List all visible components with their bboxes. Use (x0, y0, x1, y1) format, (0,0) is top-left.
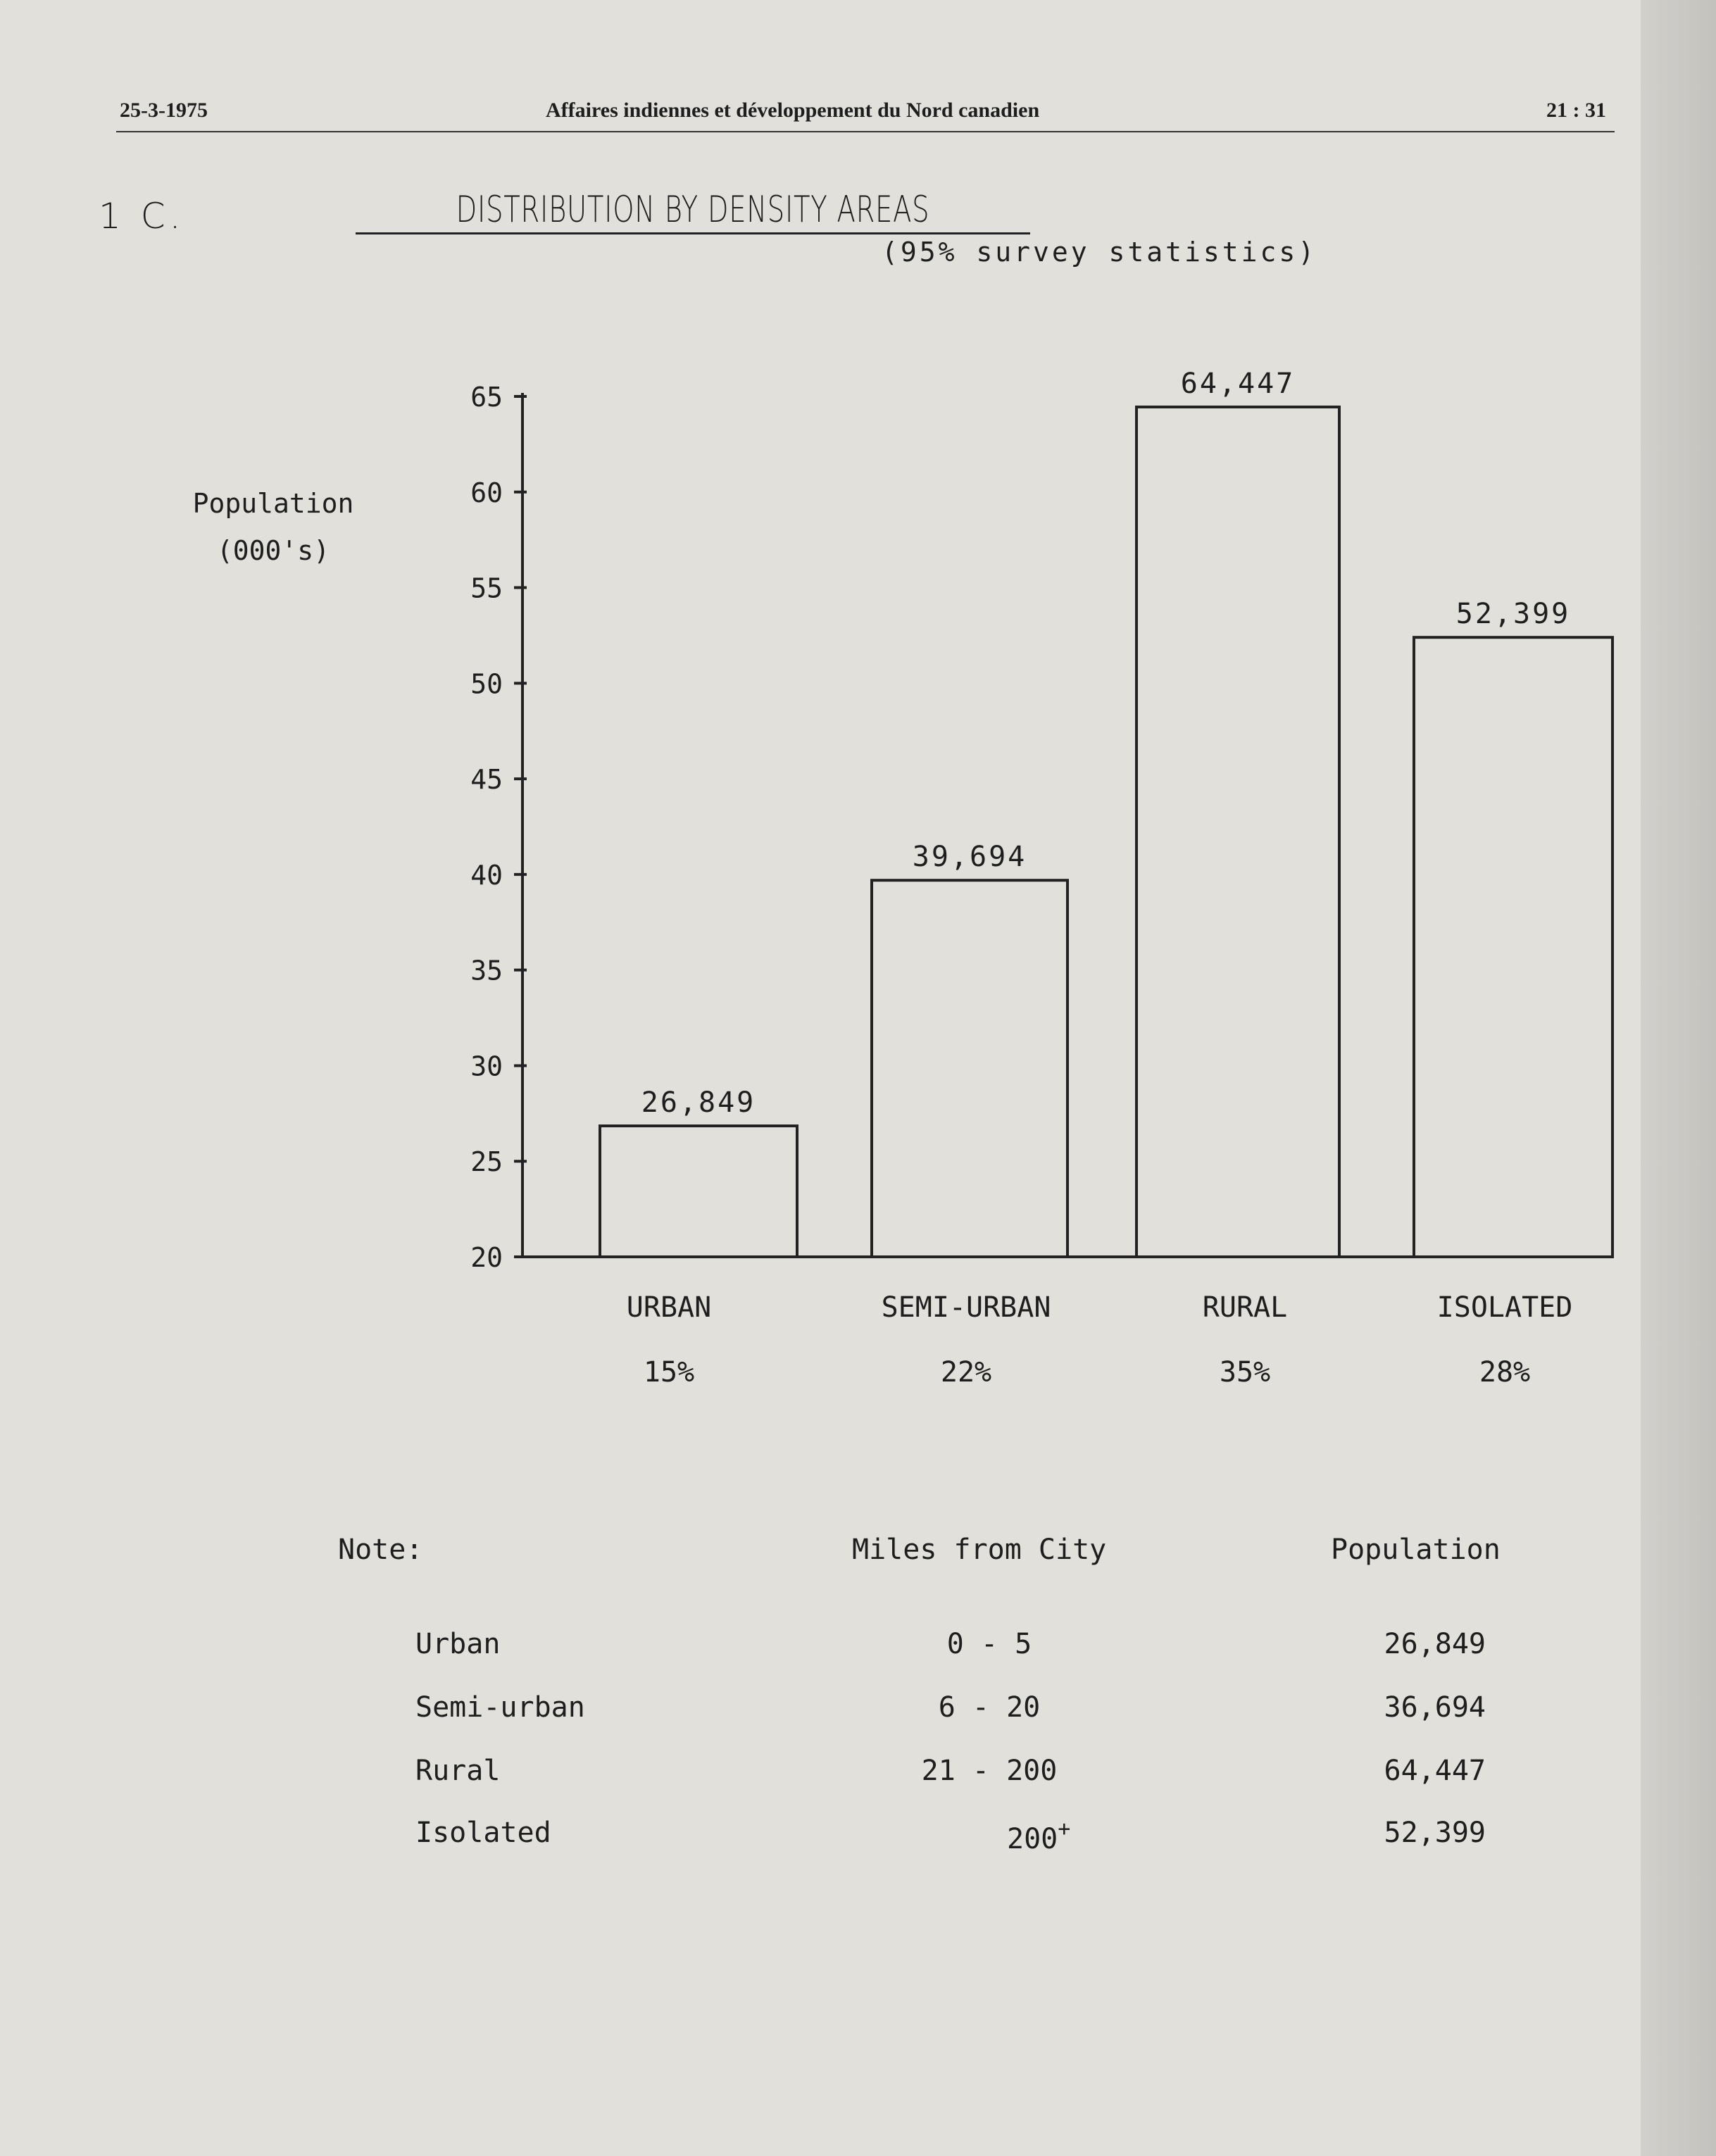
category-label-semi-urban: SEMI-URBAN (881, 1291, 1051, 1324)
category-percent-semi-urban: 22% (940, 1356, 992, 1389)
section-number: 1 C. (99, 196, 185, 237)
note-row-isolated-name: Isolated (415, 1817, 551, 1849)
chart-subtitle: (95% survey statistics) (882, 237, 1317, 268)
note-row-rural-miles: 21 - 200 (921, 1755, 1058, 1787)
note-row-urban-name: Urban (415, 1628, 501, 1660)
note-row-rural-name: Rural (415, 1755, 501, 1787)
header-title: Affaires indiennes et développement du Nord canadien (546, 99, 1040, 122)
note-row-isolated-miles (1007, 1817, 1070, 1855)
y-tick-label-30: 30 (470, 1051, 503, 1082)
note-row-rural-population: 64,447 (1384, 1755, 1486, 1787)
bar-value-label-rural: 64,447 (1180, 368, 1296, 401)
isolated-miles-value: 200 (1007, 1823, 1058, 1855)
y-tick-label-60: 60 (470, 477, 503, 508)
note-row-semi-urban-miles: 6 - 20 (938, 1691, 1041, 1724)
note-row-isolated-population: 52,399 (1384, 1817, 1486, 1849)
category-label-isolated: ISOLATED (1436, 1291, 1573, 1324)
y-axis-label-line-2: (000's) (216, 535, 330, 566)
isolated-miles-plus: + (1058, 1817, 1071, 1841)
y-tick-label-40: 40 (470, 859, 503, 891)
note-column-miles: Miles from City (852, 1534, 1107, 1566)
category-percent-rural: 35% (1219, 1356, 1271, 1389)
y-tick-label-35: 35 (470, 955, 503, 986)
bar-value-label-semi-urban: 39,694 (912, 841, 1027, 874)
bar-urban (600, 1126, 797, 1257)
y-tick-label-50: 50 (470, 668, 503, 700)
note-row-urban-population: 26,849 (1384, 1628, 1486, 1660)
header-page-number: 21 : 31 (1546, 99, 1606, 122)
chart-title: DISTRIBUTION BY DENSITY AREAS (456, 189, 930, 231)
header-date: 25-3-1975 (120, 99, 208, 122)
category-percent-isolated: 28% (1479, 1356, 1531, 1389)
category-label-rural: RURAL (1202, 1291, 1288, 1324)
y-tick-label-45: 45 (470, 764, 503, 796)
note-row-semi-urban-name: Semi-urban (415, 1691, 585, 1724)
y-tick-label-55: 55 (470, 572, 503, 604)
note-column-population: Population (1331, 1534, 1501, 1566)
category-label-urban: URBAN (626, 1291, 712, 1324)
y-tick-label-25: 25 (470, 1146, 503, 1178)
bar-semi-urban (872, 880, 1067, 1257)
bar-rural (1136, 407, 1339, 1257)
category-percent-urban: 15% (643, 1356, 695, 1389)
y-tick-label-65: 65 (470, 382, 503, 413)
bar-isolated (1414, 637, 1612, 1257)
bar-value-label-urban: 26,849 (641, 1086, 756, 1120)
bar-value-label-isolated: 52,399 (1455, 598, 1571, 631)
note-row-semi-urban-population: 36,694 (1384, 1691, 1486, 1724)
note-row-urban-miles: 0 - 5 (946, 1628, 1032, 1660)
y-axis-label-line-1: Population (192, 488, 354, 519)
y-tick-label-20: 20 (470, 1242, 503, 1273)
note-label: Note: (338, 1534, 423, 1566)
